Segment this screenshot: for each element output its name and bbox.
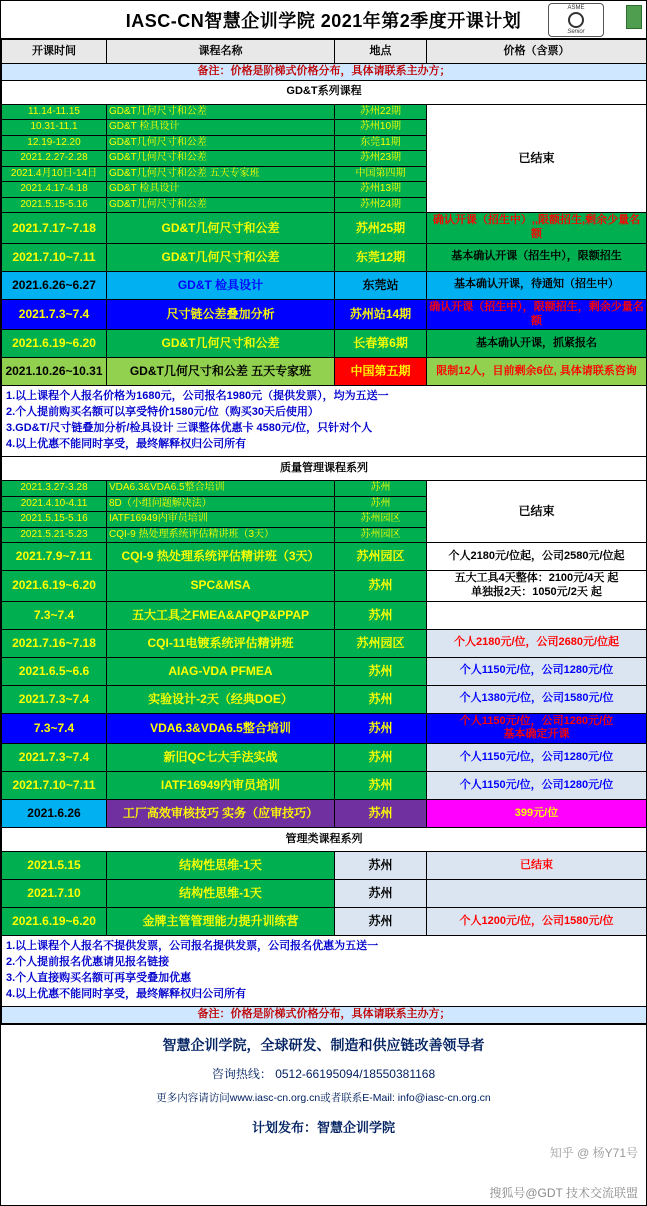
- document-header: [1, 1, 646, 39]
- asme-logo-bottom-text: Senior: [567, 29, 585, 35]
- cell-price: 个人1200元/位，公司1580元/位: [427, 908, 647, 936]
- cell-place: 苏州13期: [335, 182, 427, 198]
- cell-price: 399元/位: [427, 800, 647, 828]
- cell-place: 苏州: [335, 496, 427, 512]
- section-title-row: [2, 80, 647, 104]
- cell-date: 2021.3.27-3.28: [2, 481, 107, 497]
- cell-price: 个人1150元/位，公司1280元/位: [427, 772, 647, 800]
- cell-course: GD&T几何尺寸和公差 五天专家班: [107, 358, 335, 386]
- cell-date: 7.3~7.4: [2, 601, 107, 629]
- cell-place: 苏州: [335, 685, 427, 713]
- table-row: [2, 880, 647, 908]
- table-row: [2, 852, 647, 880]
- bullet-line: 3.个人直接购买名额可再享受叠加优惠: [6, 971, 192, 984]
- cell-place: 东莞12期: [335, 243, 427, 271]
- table-row: [2, 713, 647, 744]
- cell-place: 苏州: [335, 744, 427, 772]
- cell-price: 基本确认开课（招生中），限额招生: [427, 243, 647, 271]
- bullets-row: [2, 936, 647, 1007]
- cell-date: 2021.6.19~6.20: [2, 908, 107, 936]
- footer-contact: 更多内容请访问www.iasc-cn.org.cn或者联系E-Mail: info@iasc-cn.org.cn: [156, 1091, 491, 1104]
- asme-logo-top-text: ASME: [567, 5, 585, 11]
- section-title: GD&T系列课程: [2, 80, 647, 104]
- column-header-course: 课程名称: [107, 40, 335, 64]
- cell-course: 结构性思维-1天: [107, 880, 335, 908]
- cell-place: 苏州园区: [335, 543, 427, 571]
- table-row: [2, 571, 647, 602]
- cell-date: 2021.7.10~7.11: [2, 772, 107, 800]
- cell-place: 苏州: [335, 481, 427, 497]
- cell-place: 苏州: [335, 800, 427, 828]
- cell-course: GD&T几何尺寸和公差: [107, 213, 335, 244]
- bullet-line: 3.GD&T/尺寸链叠加分析/检具设计 三课整体优惠卡 4580元/位，只针对个人: [6, 422, 373, 435]
- table-row: [2, 104, 647, 120]
- cell-date: 2021.4月10日-14日: [2, 166, 107, 182]
- cell-date: 2021.7.17~7.18: [2, 213, 107, 244]
- note-row-top: [2, 64, 647, 81]
- cell-place: 苏州: [335, 852, 427, 880]
- section-title-row: [2, 828, 647, 852]
- cell-price: 个人1150元/位，公司1280元/位: [427, 744, 647, 772]
- cell-place: 东莞站: [335, 271, 427, 299]
- cell-place: 苏州: [335, 601, 427, 629]
- cell-place: 苏州园区: [335, 512, 427, 528]
- cell-course: 实验设计-2天（经典DOE）: [107, 685, 335, 713]
- cell-place: 苏州: [335, 571, 427, 602]
- cell-place: 苏州: [335, 908, 427, 936]
- bullet-line: 1.以上课程个人报名价格为1680元，公司报名1980元（提供发票），均为五送一: [6, 390, 389, 403]
- cell-place: 苏州站14期: [335, 299, 427, 330]
- cell-date: 2021.6.19~6.20: [2, 571, 107, 602]
- table-row: [2, 299, 647, 330]
- cell-course: GD&T几何尺寸和公差 五天专家班: [107, 166, 335, 182]
- cell-course: 尺寸链公差叠加分析: [107, 299, 335, 330]
- cell-course: GD&T 检具设计: [107, 182, 335, 198]
- note-text-bottom: 备注：价格是阶梯式价格分布，具体请联系主办方；: [2, 1006, 647, 1023]
- table-row: [2, 744, 647, 772]
- cell-course: GD&T几何尺寸和公差: [107, 330, 335, 358]
- schedule-table: [1, 39, 647, 1024]
- cell-place: 苏州23期: [335, 151, 427, 167]
- cell-price: 五大工具4天整体：2100元/4天 起 单独报2天：1050元/2天 起: [427, 571, 647, 602]
- bullet-line: 2.个人提前报名优惠请见报名链接: [6, 955, 170, 968]
- cell-price: 个人2180元/位起，公司2580元/位起: [427, 543, 647, 571]
- cell-course: 结构性思维-1天: [107, 852, 335, 880]
- section-title: 管理类课程系列: [2, 828, 647, 852]
- cell-course: IATF16949内审员培训: [107, 512, 335, 528]
- cell-date: 2021.2.27-2.28: [2, 151, 107, 167]
- bullet-line: 4.以上优惠不能同时享受，最终解释权归公司所有: [6, 987, 247, 1000]
- bullet-line: 1.以上课程个人报名不提供发票，公司报名提供发票，公司报名优惠为五送一: [6, 940, 379, 952]
- page-title: IASC-CN智慧企训学院 2021年第2季度开课计划: [125, 10, 522, 31]
- cell-date: 2021.7.10~7.11: [2, 243, 107, 271]
- cell-place: 苏州25期: [335, 213, 427, 244]
- cell-place: 长春第6期: [335, 330, 427, 358]
- table-row: [2, 657, 647, 685]
- cell-course: CQI-9 热处理系统评估精讲班（3天）: [107, 527, 335, 543]
- table-row: [2, 800, 647, 828]
- cell-date: 2021.5.15-5.16: [2, 197, 107, 213]
- cell-place: 中国第五期: [335, 358, 427, 386]
- table-row: [2, 908, 647, 936]
- cell-date: 10.31-11.1: [2, 120, 107, 136]
- watermark-right: 知乎 @ 杨Y71号: [549, 1146, 638, 1160]
- cell-date: 2021.4.10-4.11: [2, 496, 107, 512]
- cell-price: [427, 601, 647, 629]
- cell-price: 已结束: [427, 852, 647, 880]
- cell-course: 金牌主管管理能力提升训练营: [107, 908, 335, 936]
- cell-course: GD&T 检具设计: [107, 271, 335, 299]
- cell-course: GD&T几何尺寸和公差: [107, 197, 335, 213]
- table-row: [2, 543, 647, 571]
- watermark-bottom: 搜狐号@GDT 技术交流联盟: [489, 1186, 638, 1200]
- table-header-row: [2, 40, 647, 64]
- cell-course: VDA6.3&VDA6.5整合培训: [107, 713, 335, 744]
- cell-price: 确认开课（招生中）,,限额招生,剩余少量名额: [427, 213, 647, 244]
- cell-course: GD&T几何尺寸和公差: [107, 151, 335, 167]
- bullets-row: [2, 386, 647, 457]
- cell-course: IATF16949内审员培训: [107, 772, 335, 800]
- table-row: [2, 481, 647, 497]
- cell-place: 苏州: [335, 657, 427, 685]
- bullets-cell: [2, 386, 647, 457]
- cell-price: 基本确认开课，待通知（招生中）: [427, 271, 647, 299]
- cell-date: 2021.6.19~6.20: [2, 330, 107, 358]
- table-row: [2, 358, 647, 386]
- cell-course: 工厂高效审核技巧 实务（应审技巧）: [107, 800, 335, 828]
- section-title-row: [2, 457, 647, 481]
- cell-place: 苏州园区: [335, 527, 427, 543]
- footer-publisher: 计划发布：智慧企训学院: [251, 1119, 395, 1135]
- cell-date: 12.19-12.20: [2, 135, 107, 151]
- cell-date: 2021.5.15-5.16: [2, 512, 107, 528]
- cell-course: AIAG-VDA PFMEA: [107, 657, 335, 685]
- table-row: [2, 629, 647, 657]
- cell-course: VDA6.3&VDA6.5整合培训: [107, 481, 335, 497]
- table-row: [2, 772, 647, 800]
- cell-place: 苏州园区: [335, 629, 427, 657]
- footer-slogan: 智慧企训学院，全球研发、制造和供应链改善领导者: [162, 1036, 485, 1053]
- cell-date: 2021.7.9~7.11: [2, 543, 107, 571]
- cell-price-finished: 已结束: [427, 104, 647, 213]
- column-header-price: 价格（含票）: [427, 40, 647, 64]
- cell-price: 确认开课（招生中），限额招生，剩余少量名额: [427, 299, 647, 330]
- table-row: [2, 330, 647, 358]
- cell-place: 苏州24期: [335, 197, 427, 213]
- section-title: 质量管理课程系列: [2, 457, 647, 481]
- table-row: [2, 601, 647, 629]
- bullets-cell: [2, 936, 647, 1007]
- cell-price: 限制12人，目前剩余6位, 具体请联系咨询: [427, 358, 647, 386]
- table-row: [2, 243, 647, 271]
- cell-place: 中国第四期: [335, 166, 427, 182]
- cell-date: 2021.6.26~6.27: [2, 271, 107, 299]
- table-row: [2, 271, 647, 299]
- cell-price: [427, 880, 647, 908]
- cell-course: GD&T几何尺寸和公差: [107, 104, 335, 120]
- cell-date: 11.14-11.15: [2, 104, 107, 120]
- cell-date: 2021.7.3~7.4: [2, 744, 107, 772]
- bullet-line: 2.个人提前购买名额可以享受特价1580元/位（购买30天后使用）: [6, 406, 319, 419]
- cell-price-finished: 已结束: [427, 481, 647, 543]
- cell-price: 基本确认开课，抓紧报名: [427, 330, 647, 358]
- cell-date: 7.3~7.4: [2, 713, 107, 744]
- cell-date: 2021.7.10: [2, 880, 107, 908]
- cell-place: 苏州: [335, 713, 427, 744]
- bullet-line: 4.以上优惠不能同时享受，最终解释权归公司所有: [6, 438, 247, 451]
- cell-course: 8D（小组问题解决法）: [107, 496, 335, 512]
- asme-logo-ring: [568, 12, 584, 28]
- cell-course: GD&T几何尺寸和公差: [107, 243, 335, 271]
- cell-course: GD&T几何尺寸和公差: [107, 135, 335, 151]
- column-header-date: 开课时间: [2, 40, 107, 64]
- cell-price: 个人2180元/位，公司2680元/位起: [427, 629, 647, 657]
- asme-logo-icon: [548, 3, 604, 37]
- cell-date: 2021.5.15: [2, 852, 107, 880]
- cell-course: CQI-9 热处理系统评估精讲班（3天）: [107, 543, 335, 571]
- note-text-top: 备注：价格是阶梯式价格分布，具体请联系主办方；: [2, 64, 647, 81]
- cell-date: 2021.7.16~7.18: [2, 629, 107, 657]
- cell-date: 2021.7.3~7.4: [2, 299, 107, 330]
- table-row: [2, 685, 647, 713]
- note-row-bottom: [2, 1006, 647, 1023]
- cell-place: 东莞11期: [335, 135, 427, 151]
- cell-place: 苏州: [335, 880, 427, 908]
- cell-course: 五大工具之FMEA&APQP&PPAP: [107, 601, 335, 629]
- cell-date: 2021.5.21-5.23: [2, 527, 107, 543]
- cell-date: 2021.10.26~10.31: [2, 358, 107, 386]
- cell-course: CQI-11电镀系统评估精讲班: [107, 629, 335, 657]
- cell-course: 新旧QC七大手法实战: [107, 744, 335, 772]
- table-row: [2, 213, 647, 244]
- cell-price: 个人1380元/位，公司1580元/位: [427, 685, 647, 713]
- cell-place: 苏州: [335, 772, 427, 800]
- green-tab-marker: [626, 5, 642, 29]
- cell-date: 2021.4.17-4.18: [2, 182, 107, 198]
- cell-price: 个人1150元/位，公司1280元/位 基本确定开课: [427, 713, 647, 744]
- cell-place: 苏州22期: [335, 104, 427, 120]
- cell-course: SPC&MSA: [107, 571, 335, 602]
- cell-course: GD&T 检具设计: [107, 120, 335, 136]
- cell-price: 个人1150元/位，公司1280元/位: [427, 657, 647, 685]
- cell-date: 2021.6.26: [2, 800, 107, 828]
- cell-place: 苏州10期: [335, 120, 427, 136]
- cell-date: 2021.6.5~6.6: [2, 657, 107, 685]
- column-header-place: 地点: [335, 40, 427, 64]
- document-footer: [1, 1024, 646, 1142]
- footer-hotline: 咨询热线： 0512-66195094/18550381168: [211, 1066, 436, 1081]
- cell-date: 2021.7.3~7.4: [2, 685, 107, 713]
